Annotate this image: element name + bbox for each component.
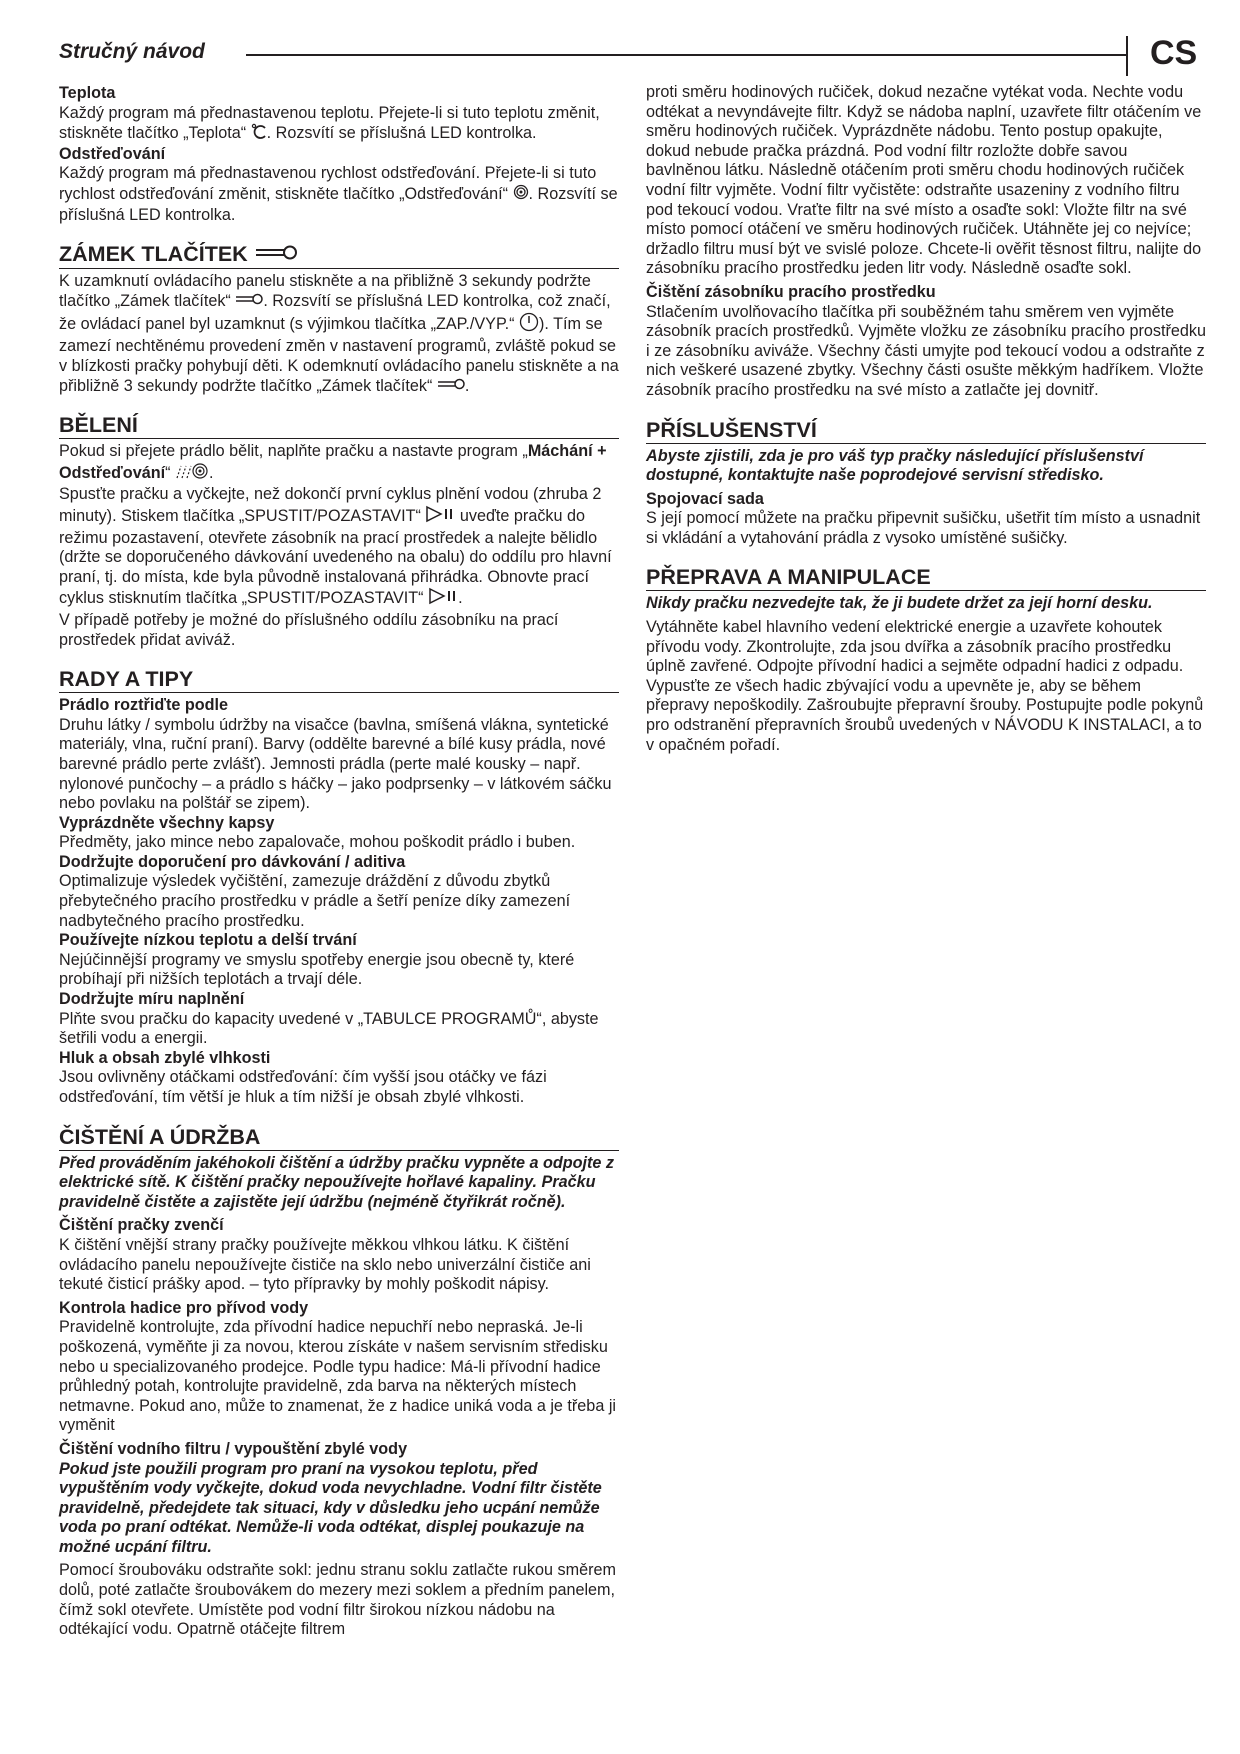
cisteni-heading: ČIŠTĚNÍ A ÚDRŽBA bbox=[59, 1124, 619, 1151]
rady-item-text: Druhu látky / symbolu údržby na visačce (bavlna, smíšená vlákna, syntetické materiály, vlna, ruční praní). Barvy (oddělte barevné a bílé kusy prádla, nové barevné prádlo perte zvlášť). Jemnosti prádla (perte malé kousky – např. nylonové punčochy – a prádlo s háčky – jako podprsenky – v látkovém sáčku nebo povlaku na polštář se zipem). bbox=[59, 715, 612, 813]
rady-item bbox=[59, 814, 619, 853]
header-divider bbox=[1126, 36, 1128, 76]
beleni-text-e: uveďte pračku do režimu pozastavení, otevřete zásobník na prací prostředek a nalejte bělidlo (držte se doporučeného dávkování uvedeného na obalu) do oddílu pro hlavní praní, tj. do místa, kde byla původně instalovaná přihrádka. Obnovte prací cyklus stisknutím tlačítka „SPUSTIT/POZASTAVIT“ bbox=[59, 507, 612, 608]
zamek-text-d: . bbox=[464, 376, 470, 395]
right-column bbox=[646, 83, 1206, 755]
rady-item-title: Hluk a obsah zbylé vlhkosti bbox=[59, 1048, 271, 1067]
beleni-text-1 bbox=[59, 442, 619, 485]
zamek-text-c: ). Tím se zamezí nechtěnému provedení změn v nastavení programů, zvláště pokud se v blízkosti pračky pohybují děti. K odemknutí ovládacího panelu stiskněte a na přibližně 3 sekundy podržte tlačítko „Zámek tlačítek“ bbox=[59, 314, 619, 395]
zamek-heading bbox=[59, 241, 619, 269]
rady-item bbox=[59, 853, 619, 931]
rady-item-text: Plňte svou pračku do kapacity uvedené v „TABULCE PROGRAMŮ“, abyste šetřili vodu a energii. bbox=[59, 1009, 599, 1048]
rady-item-text: Jsou ovlivněny otáčkami odstřeďování: čím vyšší jsou otáčky ve fázi odstřeďování, tím větší je hluk a tím nižší je obsah zbylé vlhkosti. bbox=[59, 1068, 547, 1107]
rady-item bbox=[59, 1049, 619, 1108]
rady-item-title: Dodržujte doporučení pro dávkování / aditiva bbox=[59, 852, 406, 871]
beleni-heading: BĚLENÍ bbox=[59, 412, 619, 439]
teplota-text-a: Každý program má přednastavenou teplotu. Přejete-li si tuto teplotu změnit, stiskněte tlačítko „Teplota“ bbox=[59, 103, 600, 143]
rady-heading: RADY A TIPY bbox=[59, 666, 619, 693]
prislusenstvi-heading: PŘÍSLUŠENSTVÍ bbox=[646, 417, 1206, 444]
odstredovani-title: Odstřeďování bbox=[59, 144, 166, 163]
rady-item-title: Vyprázdněte všechny kapsy bbox=[59, 813, 275, 832]
sada-text: S její pomocí můžete na pračku připevnit sušičku, ušetřit tím místo a usnadnit si vkládání a vytahování prádla z vysoko umístěné sušičky. bbox=[646, 509, 1201, 547]
rady-item bbox=[59, 990, 619, 1049]
zamek-text-b: . Rozsvítí se příslušná LED kontrolka, což značí, že ovládací panel byl uzamknut (s výjimkou tlačítka „ZAP./VYP.“ bbox=[59, 292, 611, 333]
filtr-title: Čištění vodního filtru / vypouštění zbylé vody bbox=[59, 1439, 408, 1458]
key-lock-small-icon bbox=[235, 292, 263, 312]
filtr-text: Pomocí šroubováku odstraňte sokl: jednu stranu soklu zatlačte rukou směrem dolů, poté zatlačte šroubovákem do mezery mezi soklem a předním panelem, čímž sokl otevřete. Umístěte pod vodní filtr širokou nízkou nádobu na odtékající vodu. Opatrně otáčejte filtrem bbox=[59, 1561, 616, 1639]
beleni-program: Máchání + Odstřeďování bbox=[59, 442, 607, 482]
prislusenstvi-note: Abyste zjistili, zda je pro váš typ pračky následující příslušenství dostupné, kontaktujte naše poprodejové servisní středisko. bbox=[646, 446, 1144, 485]
beleni-text-b: “ bbox=[165, 463, 171, 482]
power-icon bbox=[519, 312, 539, 338]
zasobnik-text: Stlačením uvolňovacího tlačítka při souběžném tahu směrem ven vyjměte zásobník pracích prostředků. Vyjměte vložku ze zásobníku pracího prostředku i ze zásobníku aviváže. Všechny části umyjte pod tekoucí vodou a odstraňte z nich veškeré usazené zbytky. Všechny části osušte měkkým hadříkem. Vložte zásobník pracího prostředku na své místo a zatlačte jej dovnitř. bbox=[646, 302, 1206, 399]
rady-item-title: Používejte nízkou teplotu a delší trvání bbox=[59, 931, 357, 950]
teplota-text-b: . Rozsvítí se příslušná LED kontrolka. bbox=[266, 124, 537, 143]
odstredovani-text-b: . Rozsvítí se příslušná LED kontrolka. bbox=[59, 185, 618, 224]
odstredovani-text-a: Každý program má přednastavenou rychlost odstřeďování. Přejete-li si tuto rychlost odstřeďování změnit, stiskněte tlačítko „Odstřeďování“ bbox=[59, 164, 597, 204]
rady-item-text: Předměty, jako mince nebo zapalovače, mohou poškodit prádlo i buben. bbox=[59, 833, 576, 852]
zasobnik-title: Čištění zásobníku pracího prostředku bbox=[646, 282, 936, 301]
beleni-text-d: Spusťte pračku a vyčkejte, než dokončí první cyklus plnění vodou (zhruba 2 minuty). Stiskem tlačítka „SPUSTIT/POZASTAVIT“ bbox=[59, 485, 602, 526]
preprava-heading: PŘEPRAVA A MANIPULACE bbox=[646, 564, 1206, 591]
hadice-text: Pravidelně kontrolujte, zda přívodní hadice nepuchří nebo nepraská. Je-li poškozená, vyměňte ji za novou, kterou získáte v našem servisním středisku nebo u specializovaného prodejce. Podle typu hadice: Má-li přívodní hadice průhledný potah, kontrolujte pravidelně, zda barva na některých místech netmavne. Pokud ano, může to znamenat, že z hadice uniká voda a je třeba ji vyměnit bbox=[59, 1318, 617, 1435]
key-lock-icon bbox=[254, 242, 298, 268]
spin-icon bbox=[513, 184, 529, 206]
key-lock-small-icon bbox=[437, 377, 465, 397]
start-pause-icon bbox=[428, 587, 458, 611]
rinse-spin-icon bbox=[175, 462, 209, 486]
preprava-note: Nikdy pračku nezvedejte tak, že ji budete držet za její horní desku. bbox=[646, 594, 1153, 613]
zamek-heading-text: ZÁMEK TLAČÍTEK bbox=[59, 242, 248, 267]
filtr-note: Pokud jste použili program pro praní na vysokou teplotu, před vypuštěním vody vyčkejte, dokud voda nevychladne. Vodní filtr čistěte pravidelně, předejdete tak situaci, kdy v důsledku jeho ucpání nemůže voda po praní odtékat. Nemůže-li voda odtékat, displej poukazuje na možné ucpání filtru. bbox=[59, 1459, 602, 1556]
rady-item-text: Optimalizuje výsledek vyčištění, zamezuje dráždění z důvodu zbytků přebytečného pracího prostředku v prádle a šetří peníze díky zamezení nadbytečného pracího prostředku. bbox=[59, 872, 571, 930]
header-rule bbox=[246, 54, 1126, 56]
beleni-text-f: . bbox=[458, 589, 463, 608]
cisteni-note: Před prováděním jakéhokoli čištění a údržby pračku vypněte a odpojte z elektrické sítě. K čištění pračky nepoužívejte hořlavé kapaliny. Pračku pravidelně čistěte a zajistěte její údržbu (nejméně čtyřikrát ročně). bbox=[59, 1153, 615, 1211]
preprava-text: Vytáhněte kabel hlavního vedení elektrické energie a uzavřete kohoutek přívodu vody. Zkontrolujte, zda jsou dvířka a zásobník pracího prostředku úplně zavřené. Odpojte přívodní hadici a sejměte odpadní hadici z odpadu. Vypusťte ze všech hadic zbývající vodu a upevněte je, aby se během přepravy nepoškodily. Zašroubujte přepravní šrouby. Postupujte podle pokynů pro odstranění přepravních šroubů uvedených v NÁVODU K INSTALACI, a to v opačném pořadí. bbox=[646, 618, 1204, 754]
filtr-continued-text: proti směru hodinových ručiček, dokud nezačne vytékat voda. Nechte vodu odtékat a nevyndávejte filtr. Když se nádoba naplní, uzavřete filtr otáčením ve směru hodinových ručiček. Vyprázdněte nádobu. Tento postup opakujte, dokud nebude pračka prázdná. Pod vodní filtr rozložte dobře savou bavlněnou látku. Následně otáčením proti směru chodu hodinových ručiček vodní filtr vyjměte. Vodní filtr vyčistěte: odstraňte usazeniny z vodního filtru pod tekoucí vodou. Vraťte filtr na své místo a osaďte sokl: Vložte filtr na své místo pomocí otáčení ve směru hodinových ručiček. Utáhněte jej co nejvíce; držadlo filtru musí být ve svislé poloze. Chcete-li ověřit těsnost filtru, nalijte do zásobníku pracího prostředku jeden litr vody. Následně osaďte sokl. bbox=[646, 83, 1202, 278]
start-pause-icon bbox=[425, 505, 455, 529]
temperature-icon bbox=[251, 123, 267, 145]
odstredovani-text bbox=[59, 164, 619, 225]
language-code: CS bbox=[1150, 34, 1198, 72]
rady-item-text: Nejúčinnější programy ve smyslu spotřeby energie jsou obecně ty, které probíhají při nižších teplotách a trvají déle. bbox=[59, 950, 575, 989]
teplota-title: Teplota bbox=[59, 84, 116, 102]
beleni-text-3: V případě potřeby je možné do příslušného oddílu zásobníku na prací prostředek přidat aviváž. bbox=[59, 610, 559, 649]
rady-item bbox=[59, 696, 619, 814]
zvenci-title: Čištění pračky zvenčí bbox=[59, 1216, 224, 1235]
beleni-text-2 bbox=[59, 485, 619, 611]
zamek-text-a: K uzamknutí ovládacího panelu stiskněte a na přibližně 3 sekundy podržte tlačítko „Zámek tlačítek“ bbox=[59, 272, 591, 311]
sada-title: Spojovací sada bbox=[646, 489, 764, 508]
rady-item-title: Dodržujte míru naplnění bbox=[59, 990, 245, 1009]
beleni-text-a: Pokud si přejete prádlo bělit, naplňte pračku a nastavte program „ bbox=[59, 442, 528, 461]
zvenci-text: K čištění vnější strany pračky používejte měkkou vlhkou látku. K čištění ovládacího panelu nepoužívejte čističe na sklo nebo univerzální čističe ani tekuté čisticí prášky apod. – tyto přípravky by mohly poškodit nápisy. bbox=[59, 1235, 591, 1294]
page-title: Stručný návod bbox=[59, 40, 205, 63]
zamek-text bbox=[59, 272, 619, 396]
beleni-text-c: . bbox=[208, 463, 214, 482]
rady-item-title: Prádlo roztřiďte podle bbox=[59, 696, 229, 715]
rady-item bbox=[59, 931, 619, 990]
teplota-text bbox=[59, 104, 619, 145]
left-column bbox=[59, 84, 619, 1640]
hadice-title: Kontrola hadice pro přívod vody bbox=[59, 1298, 309, 1317]
